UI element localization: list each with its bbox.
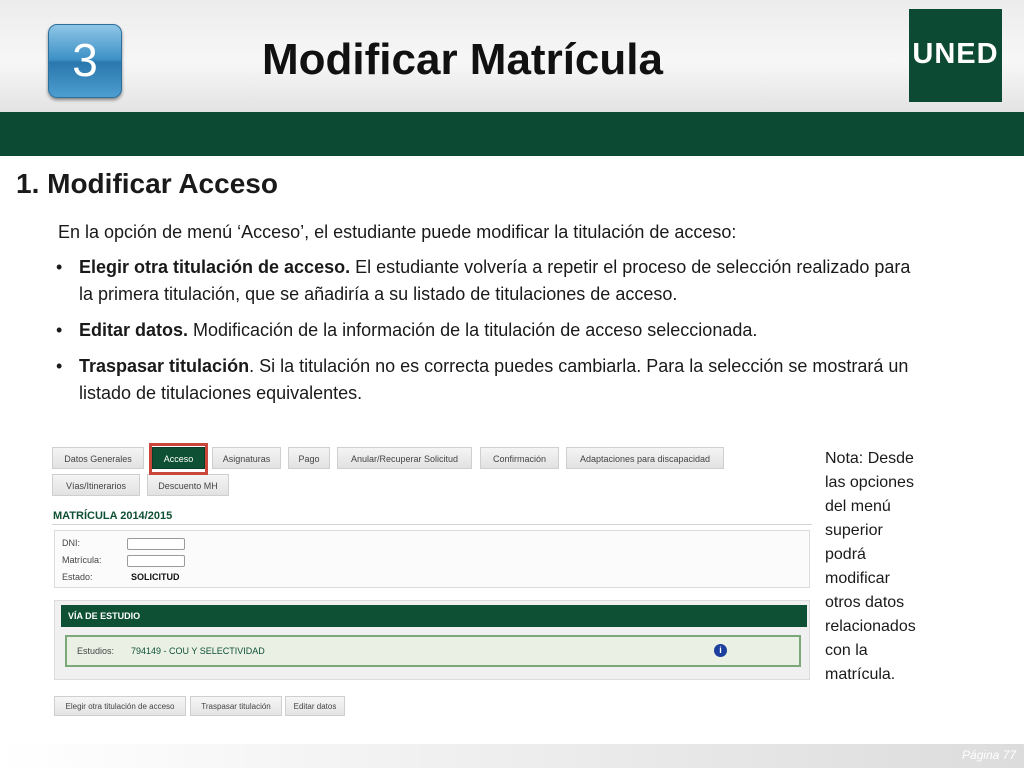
editar-datos-button[interactable]: Editar datos [285,696,345,716]
note-line: matrícula. [825,666,896,683]
note-line: otros datos [825,594,905,611]
bullet-title: Editar datos. [79,320,189,340]
tab-datos-generales[interactable]: Datos Generales [52,447,144,469]
footer-bar [0,744,1024,768]
tab-anular-recuperar[interactable]: Anular/Recuperar Solicitud [337,447,472,469]
estado-value: SOLICITUD [131,572,180,582]
note-line: podrá [825,546,866,563]
note-line: con la [825,642,868,659]
tab-asignaturas[interactable]: Asignaturas [212,447,281,469]
estudios-label: Estudios: [77,646,115,656]
tab-confirmacion[interactable]: Confirmación [480,447,559,469]
form-title: MATRÍCULA 2014/2015 [53,510,173,522]
traspasar-titulacion-button[interactable]: Traspasar titulación [190,696,282,716]
section-heading: 1. Modificar Acceso [16,168,278,199]
tab-vias-itinerarios[interactable]: Vías/Itinerarios [52,474,140,496]
step-number-badge: 3 [48,24,122,98]
embedded-app-screenshot [52,442,814,722]
note-line: modificar [825,570,890,587]
bullet-title: Traspasar titulación [79,356,250,376]
tab-adaptaciones[interactable]: Adaptaciones para discapacidad [566,447,724,469]
page-number: Página 77 [961,748,1016,762]
note-line: superior [825,522,883,539]
intro-text: En la opción de menú ‘Acceso’, el estudiante puede modificar la titulación de acceso: [58,222,737,242]
matricula-label: Matrícula: [62,555,102,565]
bullet-dot: • [56,257,63,277]
logo-text: UNED [912,38,999,70]
bullet-item [56,353,911,407]
side-note [825,447,943,687]
note-line: las opciones [825,474,914,491]
bullet-title: Elegir otra titulación de acceso. [79,257,351,277]
note-line: del menú [825,498,891,515]
uned-logo [909,9,1002,102]
via-de-estudio-header: VÍA DE ESTUDIO [61,605,807,627]
bullet-text: Modificación de la información de la titulación de acceso seleccionada. [188,320,758,340]
estado-label: Estado: [62,572,93,582]
slide-title: Modificar Matrícula [262,35,663,84]
via-de-estudio-panel [54,600,810,680]
bullet-dot: • [56,320,63,340]
estudios-value: 794149 - COU Y SELECTIVIDAD [131,646,265,656]
tab-acceso[interactable]: Acceso [152,447,205,469]
tab-pago[interactable]: Pago [288,447,330,469]
dni-field[interactable] [127,538,185,550]
bullet-text: El estudiante volvería a repetir el proceso de selección realizado para la primera titulación, que se añadiría a su listado de titulaciones de acceso. [79,257,911,304]
info-icon[interactable]: i [714,644,727,657]
note-line: Nota: Desde [825,450,914,467]
option-list [56,254,911,416]
elegir-otra-titulacion-button[interactable]: Elegir otra titulación de acceso [54,696,186,716]
note-line: relacionados [825,618,916,635]
matricula-field[interactable] [127,555,185,567]
bullet-dot: • [56,356,63,376]
header-green-bar [0,112,1024,156]
form-divider [52,524,812,525]
estudios-row [65,635,801,667]
student-info-panel [54,530,810,588]
bullet-item [56,254,911,308]
bullet-text: . Si la titulación no es correcta puedes cambiarla. Para la selección se mostrará un listado de titulaciones equivalentes. [79,356,909,403]
dni-label: DNI: [62,538,80,548]
acceso-highlight-box [149,443,208,475]
bullet-item [56,317,911,344]
tab-descuento-mh[interactable]: Descuento MH [147,474,229,496]
